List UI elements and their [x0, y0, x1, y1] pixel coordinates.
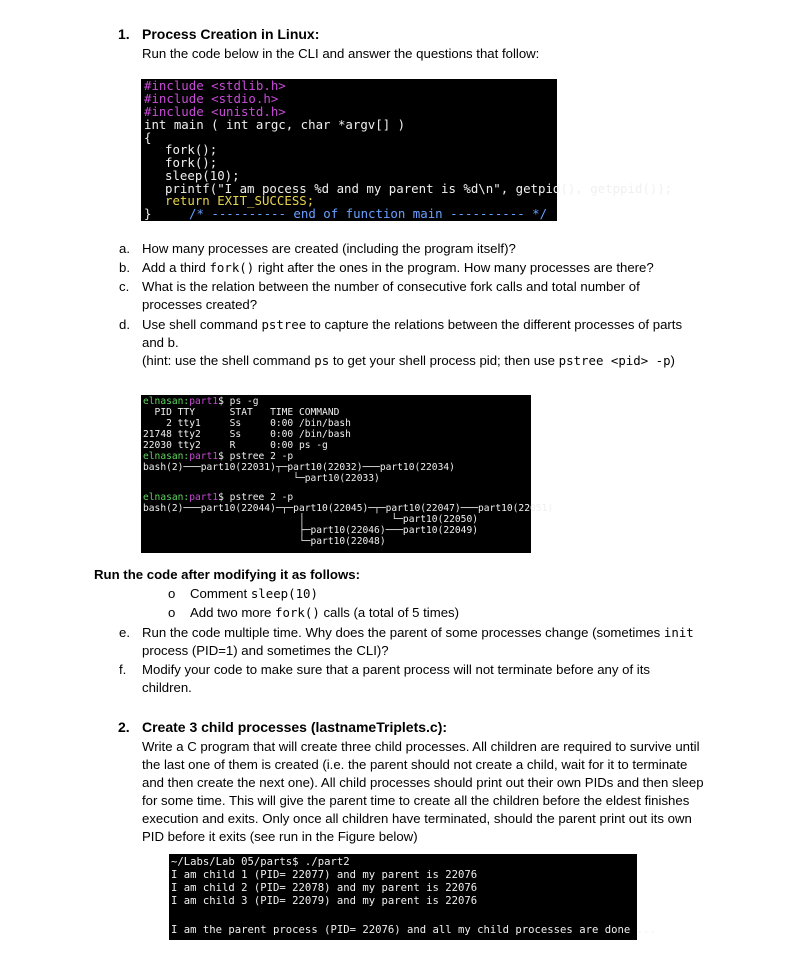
term1-line-6: pstree 2 -p [229, 451, 294, 462]
term2-line-1: ~/Labs/Lab 05/parts$ ./part2 [171, 856, 350, 868]
question-f-label: f. [119, 662, 127, 677]
term1-line-14: └─part10(22048) [143, 536, 386, 547]
code-pstree-pid-inline: pstree <pid> -p [558, 353, 671, 368]
term1-line-3: 2 tty1 Ss 0:00 /bin/bash [143, 418, 351, 429]
question-c-label: c. [119, 279, 130, 294]
code-init-inline: init [663, 625, 694, 640]
code-sleep-inline: sleep(10) [250, 586, 318, 601]
code-fork-inline: fork() [209, 260, 255, 275]
question-e-label: e. [119, 625, 130, 640]
code-line-11: } [144, 206, 152, 221]
section2-para-line4: for some time. This will give the parent time to create all the children before the eldest finishes [142, 793, 690, 808]
modify-bullet-2: o [168, 605, 176, 620]
code-line-5: { [144, 130, 152, 145]
question-d-line1: Use shell command pstree to capture the relations between the different processes of parts [142, 317, 683, 332]
code-ps-inline: ps [314, 353, 330, 368]
section2-para-line5: execution and exits. Only once all children have terminated, should the parent print out its own [142, 811, 692, 826]
section1-title: Process Creation in Linux: [142, 26, 320, 42]
term1-line-5: 22030 tty2 R 0:00 ps -g [143, 440, 328, 451]
section2-para-line2: the last one of them is created (i.e. the parent should not create a child, wait for it to terminate [142, 757, 688, 772]
question-d-hint: (hint: use the shell command ps to get your shell process pid; then use pstree <pid> -p) [142, 353, 675, 368]
code-block [141, 78, 673, 221]
question-d-line2: and b. [142, 335, 179, 350]
code-line-8: sleep(10); [165, 168, 240, 183]
question-c-line1: What is the relation between the number of consecutive fork calls and total number of [142, 279, 640, 294]
question-b-text: Add a third fork() right after the ones in the program. How many processes are there? [142, 260, 654, 275]
term1-line-4: 21748 tty2 Ss 0:00 /bin/bash [143, 429, 351, 440]
section1-number: 1. [118, 26, 130, 42]
section2-para-line3: and then create the next one). All child processes should print out their own PIDs and then sleep [142, 775, 704, 790]
code-line-10: return EXIT_SUCCESS; [165, 193, 315, 208]
term1-line-11: bash(2)───part10(22044)─┬─part10(22045)─┬─part10(22047)───part10(22051) [143, 503, 554, 514]
term2-line-2: I am child 1 (PID= 22077) and my parent is 22076 [171, 869, 478, 881]
code-pstree-inline: pstree [261, 317, 307, 332]
question-a-text: How many processes are created (including the program itself)? [142, 241, 516, 256]
section2-para-line6: PID before it exits (see run in the Figure below) [142, 829, 418, 844]
term1-line-13: ├─part10(22046)───part10(22049) [143, 525, 479, 536]
modify-item-1: Comment sleep(10) [190, 586, 318, 601]
code-line-7: fork(); [165, 155, 218, 170]
term2-line-3: I am child 2 (PID= 22078) and my parent is 22076 [171, 882, 478, 894]
code-line-2: #include <stdio.h> [144, 91, 279, 106]
question-d-label: d. [119, 317, 130, 332]
term1-line-10: pstree 2 -p [229, 492, 294, 503]
section2-number: 2. [118, 719, 130, 735]
code-fork-inline-2: fork() [275, 605, 320, 620]
code-line-1: #include <stdlib.h> [144, 78, 286, 93]
term1-line-8: └─part10(22033) [143, 473, 380, 484]
modify-bullet-1: o [168, 586, 176, 601]
question-f-line2: children. [142, 680, 192, 695]
section2-para-line1: Write a C program that will create three child processes. All children are required to survive until [142, 739, 700, 754]
code-line-12: /* ---------- end of function main ---------- */ [189, 206, 548, 221]
term2-line-6: I am the parent process (PID= 22076) and all my child processes are done ... [171, 924, 656, 936]
code-line-4: int main ( int argc, char *argv[] ) [144, 117, 406, 132]
term1-line-1: ps -g [229, 396, 259, 407]
section1-intro: Run the code below in the CLI and answer the questions that follow: [142, 46, 540, 61]
term2-line-4: I am child 3 (PID= 22079) and my parent is 22076 [171, 895, 478, 907]
question-e-line1: Run the code multiple time. Why does the parent of some processes change (sometimes init [142, 625, 694, 640]
term1-line-2: PID TTY STAT TIME COMMAND [143, 407, 340, 418]
question-a-label: a. [119, 241, 130, 256]
code-line-6: fork(); [165, 142, 218, 157]
question-f-line1: Modify your code to make sure that a parent process will not terminate before any of its [142, 662, 650, 677]
term1-line-12: │ └─part10(22050) [143, 514, 479, 525]
modify-heading: Run the code after modifying it as follows: [94, 567, 360, 582]
code-line-3: #include <unistd.h> [144, 104, 286, 119]
question-e-line2: process (PID=1) and sometimes the CLI)? [142, 643, 389, 658]
code-line-9: printf("I am pocess %d and my parent is %d\n", getpid(), getppid()); [165, 181, 673, 196]
terminal-part2-run [169, 854, 656, 940]
question-b-label: b. [119, 260, 130, 275]
question-c-line2: processes created? [142, 297, 258, 312]
term1-line-7: bash(2)───part10(22031)┬─part10(22032)───part10(22034) [143, 462, 455, 473]
terminal-pstree: elnasan:part1$ ps -g PID TTY STAT TIME COMMAND 2 tty1 Ss 0:00 /bin/bash 21748 tty2 Ss 0:00 /bin/bash 22030 tty2 R 0:00 ps -g elnasan:part1$ pstree 2 -p bash(2)───part10(22031)┬─part10(22032)───part10(22034) └─part10(22033) elnasan:part1$ pstree 2 -p bash(2)───part10(22044)─┬─part10(22045)─┬─part10(22047)───part10(22051) │ └─part10(22050) ├─part10(22046)───part10(22049) └─part10(22048) [141, 395, 531, 553]
section2-title: Create 3 child processes (lastnameTriplets.c): [142, 719, 448, 735]
modify-item-2: Add two more fork() calls (a total of 5 times) [190, 605, 460, 620]
